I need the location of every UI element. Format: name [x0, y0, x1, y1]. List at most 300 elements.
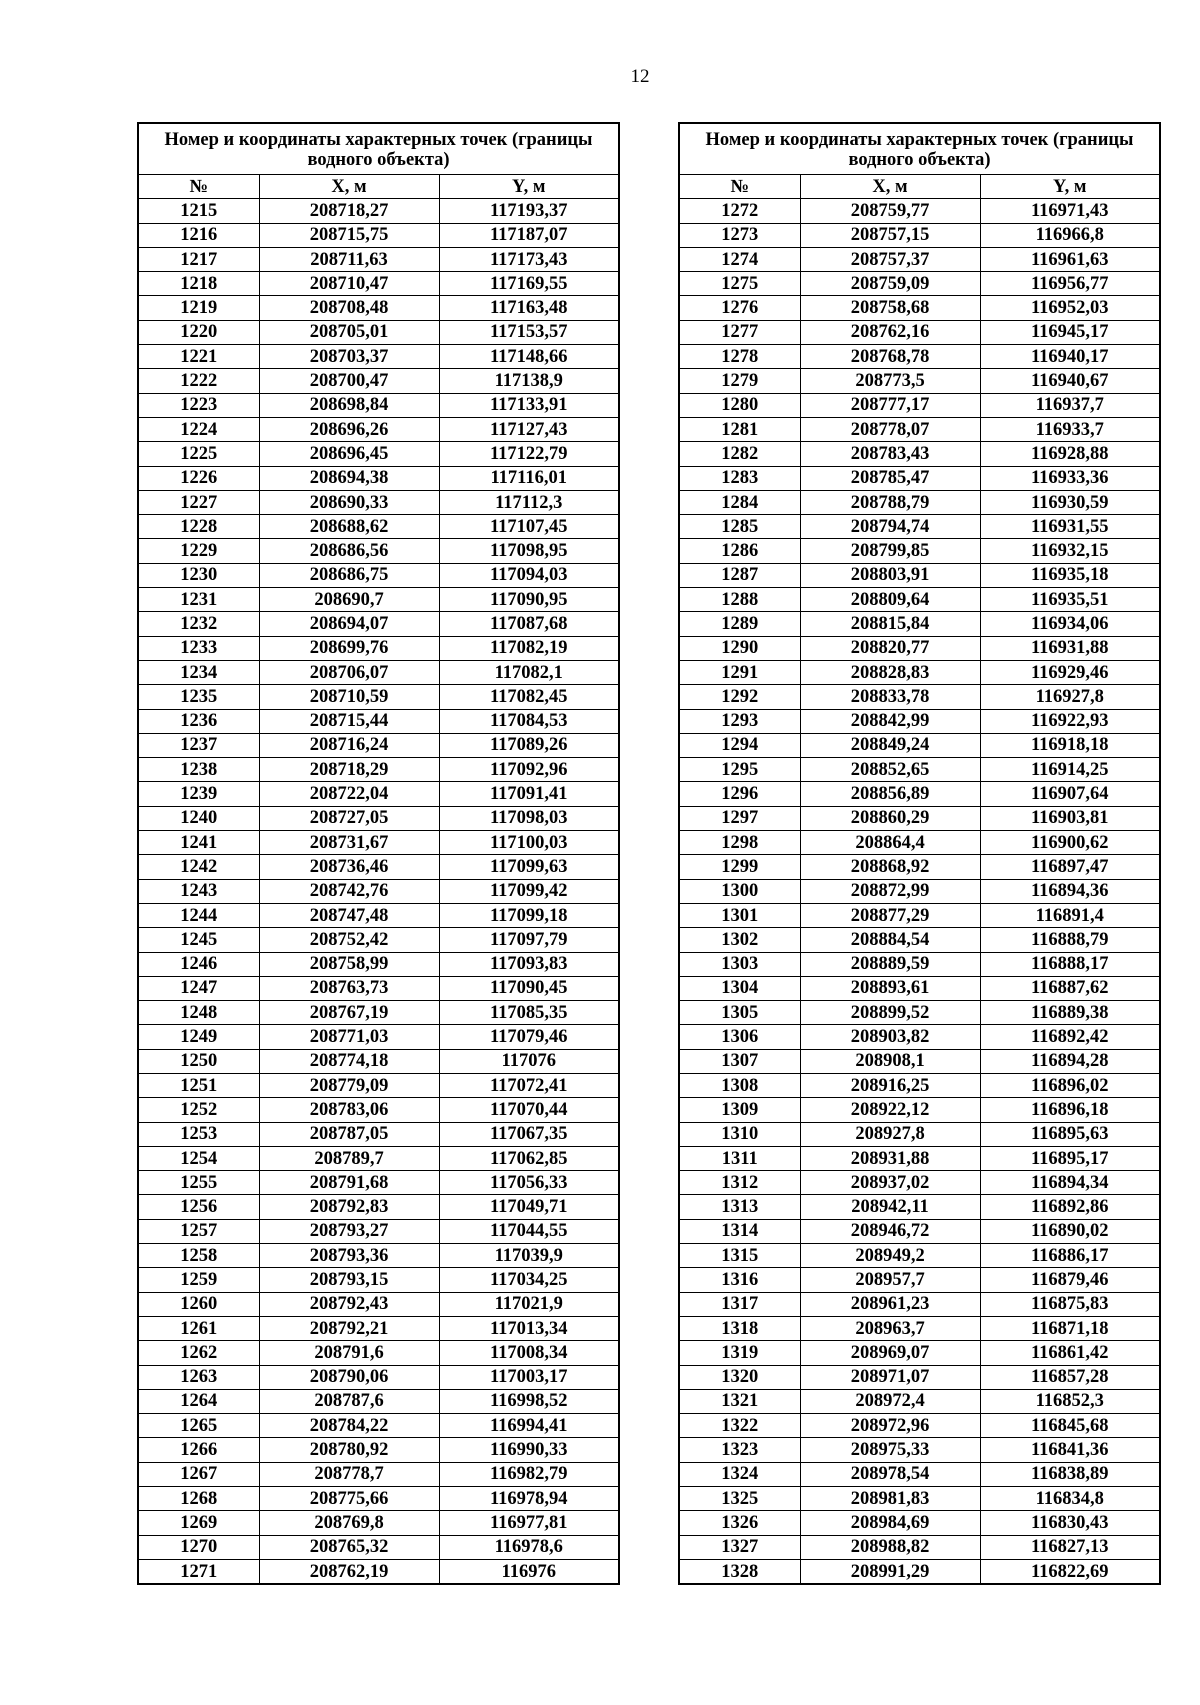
x-coordinate: 208710,59: [259, 685, 439, 709]
x-coordinate: 208765,32: [259, 1535, 439, 1559]
point-number: 1234: [138, 660, 259, 684]
x-coordinate: 208731,67: [259, 831, 439, 855]
x-coordinate: 208793,27: [259, 1219, 439, 1243]
table-caption: Номер и координаты характерных точек (границы водного объекта): [679, 123, 1160, 175]
table-row: [138, 417, 619, 441]
point-number: 1295: [679, 758, 800, 782]
x-coordinate: 208889,59: [800, 952, 980, 976]
point-number: 1304: [679, 976, 800, 1000]
table-row: [138, 855, 619, 879]
point-number: 1230: [138, 563, 259, 587]
x-coordinate: 208991,29: [800, 1559, 980, 1584]
point-number: 1224: [138, 417, 259, 441]
x-coordinate: 208696,45: [259, 442, 439, 466]
point-number: 1225: [138, 442, 259, 466]
point-number: 1253: [138, 1122, 259, 1146]
x-coordinate: 208981,83: [800, 1487, 980, 1511]
x-coordinate: 208757,37: [800, 247, 980, 271]
y-coordinate: 117091,41: [439, 782, 619, 806]
point-number: 1258: [138, 1244, 259, 1268]
table-row: [679, 1389, 1160, 1413]
y-coordinate: 117003,17: [439, 1365, 619, 1389]
y-coordinate: 116888,17: [980, 952, 1160, 976]
table-row: [679, 442, 1160, 466]
point-number: 1260: [138, 1292, 259, 1316]
y-coordinate: 117116,01: [439, 466, 619, 490]
y-coordinate: 117107,45: [439, 515, 619, 539]
y-coordinate: 116852,3: [980, 1389, 1160, 1413]
x-coordinate: 208710,47: [259, 272, 439, 296]
x-coordinate: 208773,5: [800, 369, 980, 393]
point-number: 1324: [679, 1462, 800, 1486]
x-coordinate: 208758,99: [259, 952, 439, 976]
x-coordinate: 208984,69: [800, 1511, 980, 1535]
y-coordinate: 116894,34: [980, 1171, 1160, 1195]
y-coordinate: 117122,79: [439, 442, 619, 466]
y-coordinate: 117082,45: [439, 685, 619, 709]
x-coordinate: 208916,25: [800, 1073, 980, 1097]
table-row: [138, 563, 619, 587]
point-number: 1328: [679, 1559, 800, 1584]
x-coordinate: 208703,37: [259, 345, 439, 369]
table-row: [138, 636, 619, 660]
y-coordinate: 117039,9: [439, 1244, 619, 1268]
y-coordinate: 117093,83: [439, 952, 619, 976]
y-coordinate: 117044,55: [439, 1219, 619, 1243]
table-row: [679, 1219, 1160, 1243]
table-row: [679, 490, 1160, 514]
x-coordinate: 208793,36: [259, 1244, 439, 1268]
y-coordinate: 116841,36: [980, 1438, 1160, 1462]
table-row: [679, 1098, 1160, 1122]
x-coordinate: 208762,19: [259, 1559, 439, 1584]
y-coordinate: 117100,03: [439, 831, 619, 855]
table-row: [138, 1535, 619, 1559]
y-coordinate: 116892,42: [980, 1025, 1160, 1049]
point-number: 1310: [679, 1122, 800, 1146]
x-coordinate: 208718,27: [259, 199, 439, 223]
x-coordinate: 208961,23: [800, 1292, 980, 1316]
x-coordinate: 208820,77: [800, 636, 980, 660]
x-coordinate: 208868,92: [800, 855, 980, 879]
x-coordinate: 208700,47: [259, 369, 439, 393]
table-body: [679, 199, 1160, 1584]
x-coordinate: 208877,29: [800, 903, 980, 927]
table-row: [679, 1462, 1160, 1486]
y-coordinate: 116998,52: [439, 1389, 619, 1413]
point-number: 1239: [138, 782, 259, 806]
point-number: 1257: [138, 1219, 259, 1243]
x-coordinate: 208708,48: [259, 296, 439, 320]
point-number: 1273: [679, 223, 800, 247]
y-coordinate: 117090,45: [439, 976, 619, 1000]
point-number: 1237: [138, 733, 259, 757]
y-coordinate: 116890,02: [980, 1219, 1160, 1243]
table-row: [679, 709, 1160, 733]
y-coordinate: 116935,51: [980, 588, 1160, 612]
y-coordinate: 116838,89: [980, 1462, 1160, 1486]
table-row: [679, 1268, 1160, 1292]
point-number: 1241: [138, 831, 259, 855]
y-coordinate: 117008,34: [439, 1341, 619, 1365]
table-row: [679, 1073, 1160, 1097]
table-body: [138, 199, 619, 1584]
point-number: 1317: [679, 1292, 800, 1316]
x-coordinate: 208759,77: [800, 199, 980, 223]
y-coordinate: 116927,8: [980, 685, 1160, 709]
table-row: [138, 1219, 619, 1243]
x-coordinate: 208792,21: [259, 1316, 439, 1340]
x-coordinate: 208789,7: [259, 1146, 439, 1170]
table-row: [679, 1438, 1160, 1462]
point-number: 1222: [138, 369, 259, 393]
x-coordinate: 208978,54: [800, 1462, 980, 1486]
y-coordinate: 117153,57: [439, 320, 619, 344]
x-coordinate: 208785,47: [800, 466, 980, 490]
y-coordinate: 116857,28: [980, 1365, 1160, 1389]
table-row: [138, 1195, 619, 1219]
y-coordinate: 116976: [439, 1559, 619, 1584]
table-row: [679, 612, 1160, 636]
table-row: [138, 466, 619, 490]
point-number: 1236: [138, 709, 259, 733]
table-row: [138, 879, 619, 903]
table-row: [138, 612, 619, 636]
table-row: [679, 563, 1160, 587]
point-number: 1233: [138, 636, 259, 660]
y-coordinate: 117097,79: [439, 928, 619, 952]
point-number: 1240: [138, 806, 259, 830]
x-coordinate: 208778,7: [259, 1462, 439, 1486]
table-row: [138, 199, 619, 223]
table-row: [138, 1487, 619, 1511]
point-number: 1268: [138, 1487, 259, 1511]
point-number: 1315: [679, 1244, 800, 1268]
table-row: [679, 806, 1160, 830]
point-number: 1232: [138, 612, 259, 636]
x-coordinate: 208828,83: [800, 660, 980, 684]
point-number: 1321: [679, 1389, 800, 1413]
y-coordinate: 116935,18: [980, 563, 1160, 587]
y-coordinate: 116903,81: [980, 806, 1160, 830]
y-coordinate: 117049,71: [439, 1195, 619, 1219]
y-coordinate: 116934,06: [980, 612, 1160, 636]
table-row: [679, 928, 1160, 952]
y-coordinate: 116887,62: [980, 976, 1160, 1000]
table-row: [679, 1316, 1160, 1340]
table-row: [138, 709, 619, 733]
table-row: [138, 976, 619, 1000]
table-row: [138, 1559, 619, 1584]
x-coordinate: 208694,07: [259, 612, 439, 636]
table-row: [679, 1365, 1160, 1389]
x-coordinate: 208784,22: [259, 1414, 439, 1438]
point-number: 1270: [138, 1535, 259, 1559]
y-coordinate: 117127,43: [439, 417, 619, 441]
y-coordinate: 117034,25: [439, 1268, 619, 1292]
point-number: 1238: [138, 758, 259, 782]
y-coordinate: 117094,03: [439, 563, 619, 587]
x-coordinate: 208757,15: [800, 223, 980, 247]
y-coordinate: 116889,38: [980, 1001, 1160, 1025]
point-number: 1322: [679, 1414, 800, 1438]
point-number: 1326: [679, 1511, 800, 1535]
y-coordinate: 116875,83: [980, 1292, 1160, 1316]
y-coordinate: 117187,07: [439, 223, 619, 247]
x-coordinate: 208694,38: [259, 466, 439, 490]
point-number: 1231: [138, 588, 259, 612]
point-number: 1312: [679, 1171, 800, 1195]
x-coordinate: 208758,68: [800, 296, 980, 320]
y-coordinate: 117070,44: [439, 1098, 619, 1122]
column-header-number: №: [679, 175, 800, 199]
x-coordinate: 208937,02: [800, 1171, 980, 1195]
table-row: [138, 1292, 619, 1316]
table-row: [679, 952, 1160, 976]
x-coordinate: 208949,2: [800, 1244, 980, 1268]
x-coordinate: 208852,65: [800, 758, 980, 782]
table-row: [679, 1122, 1160, 1146]
x-coordinate: 208688,62: [259, 515, 439, 539]
x-coordinate: 208815,84: [800, 612, 980, 636]
y-coordinate: 117169,55: [439, 272, 619, 296]
y-coordinate: 116994,41: [439, 1414, 619, 1438]
table-row: [679, 1341, 1160, 1365]
y-coordinate: 116891,4: [980, 903, 1160, 927]
point-number: 1248: [138, 1001, 259, 1025]
table-row: [138, 1049, 619, 1073]
x-coordinate: 208742,76: [259, 879, 439, 903]
point-number: 1249: [138, 1025, 259, 1049]
point-number: 1245: [138, 928, 259, 952]
y-coordinate: 117099,18: [439, 903, 619, 927]
x-coordinate: 208775,66: [259, 1487, 439, 1511]
y-coordinate: 116929,46: [980, 660, 1160, 684]
x-coordinate: 208790,06: [259, 1365, 439, 1389]
x-coordinate: 208716,24: [259, 733, 439, 757]
point-number: 1281: [679, 417, 800, 441]
table-row: [138, 831, 619, 855]
table-row: [679, 1535, 1160, 1559]
y-coordinate: 116845,68: [980, 1414, 1160, 1438]
x-coordinate: 208791,68: [259, 1171, 439, 1195]
x-coordinate: 208975,33: [800, 1438, 980, 1462]
point-number: 1223: [138, 393, 259, 417]
table-row: [138, 1122, 619, 1146]
y-coordinate: 117062,85: [439, 1146, 619, 1170]
table-row: [679, 466, 1160, 490]
table-row: [138, 296, 619, 320]
x-coordinate: 208791,6: [259, 1341, 439, 1365]
point-number: 1298: [679, 831, 800, 855]
point-number: 1296: [679, 782, 800, 806]
x-coordinate: 208690,7: [259, 588, 439, 612]
y-coordinate: 117173,43: [439, 247, 619, 271]
y-coordinate: 116886,17: [980, 1244, 1160, 1268]
table-row: [679, 636, 1160, 660]
x-coordinate: 208809,64: [800, 588, 980, 612]
x-coordinate: 208769,8: [259, 1511, 439, 1535]
x-coordinate: 208872,99: [800, 879, 980, 903]
table-row: [138, 952, 619, 976]
table-row: [138, 369, 619, 393]
x-coordinate: 208908,1: [800, 1049, 980, 1073]
x-coordinate: 208777,17: [800, 393, 980, 417]
point-number: 1284: [679, 490, 800, 514]
point-number: 1313: [679, 1195, 800, 1219]
point-number: 1235: [138, 685, 259, 709]
point-number: 1267: [138, 1462, 259, 1486]
point-number: 1311: [679, 1146, 800, 1170]
y-coordinate: 116930,59: [980, 490, 1160, 514]
column-header-y: Y, м: [980, 175, 1160, 199]
table-row: [138, 515, 619, 539]
table-row: [679, 903, 1160, 927]
x-coordinate: 208779,09: [259, 1073, 439, 1097]
table-row: [679, 660, 1160, 684]
y-coordinate: 116914,25: [980, 758, 1160, 782]
y-coordinate: 116888,79: [980, 928, 1160, 952]
point-number: 1287: [679, 563, 800, 587]
column-header-number: №: [138, 175, 259, 199]
y-coordinate: 116982,79: [439, 1462, 619, 1486]
table-row: [679, 758, 1160, 782]
table-row: [138, 1414, 619, 1438]
x-coordinate: 208686,56: [259, 539, 439, 563]
table-row: [138, 272, 619, 296]
table-row: [679, 223, 1160, 247]
point-number: 1263: [138, 1365, 259, 1389]
point-number: 1216: [138, 223, 259, 247]
x-coordinate: 208927,8: [800, 1122, 980, 1146]
y-coordinate: 117082,19: [439, 636, 619, 660]
point-number: 1325: [679, 1487, 800, 1511]
point-number: 1221: [138, 345, 259, 369]
x-coordinate: 208788,79: [800, 490, 980, 514]
table-row: [138, 393, 619, 417]
y-coordinate: 116933,36: [980, 466, 1160, 490]
table-row: [679, 1414, 1160, 1438]
y-coordinate: 117163,48: [439, 296, 619, 320]
x-coordinate: 208736,46: [259, 855, 439, 879]
column-header-x: X, м: [259, 175, 439, 199]
x-coordinate: 208705,01: [259, 320, 439, 344]
table-row: [679, 1195, 1160, 1219]
x-coordinate: 208778,07: [800, 417, 980, 441]
point-number: 1291: [679, 660, 800, 684]
y-coordinate: 116861,42: [980, 1341, 1160, 1365]
y-coordinate: 117072,41: [439, 1073, 619, 1097]
table-row: [679, 1244, 1160, 1268]
table-row: [679, 1025, 1160, 1049]
y-coordinate: 116990,33: [439, 1438, 619, 1462]
point-number: 1275: [679, 272, 800, 296]
y-coordinate: 116896,18: [980, 1098, 1160, 1122]
point-number: 1255: [138, 1171, 259, 1195]
point-number: 1269: [138, 1511, 259, 1535]
y-coordinate: 116879,46: [980, 1268, 1160, 1292]
x-coordinate: 208792,43: [259, 1292, 439, 1316]
y-coordinate: 117098,03: [439, 806, 619, 830]
table-row: [138, 782, 619, 806]
table-row: [138, 490, 619, 514]
x-coordinate: 208727,05: [259, 806, 439, 830]
point-number: 1251: [138, 1073, 259, 1097]
coordinates-table-right: [678, 122, 1161, 1585]
y-coordinate: 116945,17: [980, 320, 1160, 344]
y-coordinate: 116894,28: [980, 1049, 1160, 1073]
table-row: [679, 879, 1160, 903]
x-coordinate: 208722,04: [259, 782, 439, 806]
x-coordinate: 208787,6: [259, 1389, 439, 1413]
x-coordinate: 208793,15: [259, 1268, 439, 1292]
y-coordinate: 116871,18: [980, 1316, 1160, 1340]
table-row: [679, 393, 1160, 417]
y-coordinate: 117133,91: [439, 393, 619, 417]
table-row: [679, 831, 1160, 855]
y-coordinate: 116978,94: [439, 1487, 619, 1511]
table-row: [138, 733, 619, 757]
point-number: 1272: [679, 199, 800, 223]
point-number: 1217: [138, 247, 259, 271]
x-coordinate: 208686,75: [259, 563, 439, 587]
x-coordinate: 208747,48: [259, 903, 439, 927]
table-row: [679, 733, 1160, 757]
table-row: [679, 539, 1160, 563]
x-coordinate: 208763,73: [259, 976, 439, 1000]
point-number: 1265: [138, 1414, 259, 1438]
y-coordinate: 116922,93: [980, 709, 1160, 733]
point-number: 1302: [679, 928, 800, 952]
y-coordinate: 116834,8: [980, 1487, 1160, 1511]
y-coordinate: 116830,43: [980, 1511, 1160, 1535]
point-number: 1294: [679, 733, 800, 757]
x-coordinate: 208792,83: [259, 1195, 439, 1219]
table-row: [138, 1389, 619, 1413]
y-coordinate: 116931,88: [980, 636, 1160, 660]
point-number: 1254: [138, 1146, 259, 1170]
table-row: [679, 1146, 1160, 1170]
x-coordinate: 208988,82: [800, 1535, 980, 1559]
y-coordinate: 117021,9: [439, 1292, 619, 1316]
point-number: 1261: [138, 1316, 259, 1340]
y-coordinate: 117148,66: [439, 345, 619, 369]
point-number: 1300: [679, 879, 800, 903]
table-row: [138, 1268, 619, 1292]
y-coordinate: 117090,95: [439, 588, 619, 612]
y-coordinate: 116918,18: [980, 733, 1160, 757]
point-number: 1289: [679, 612, 800, 636]
table-caption: Номер и координаты характерных точек (границы водного объекта): [138, 123, 619, 175]
x-coordinate: 208794,74: [800, 515, 980, 539]
point-number: 1323: [679, 1438, 800, 1462]
table-row: [679, 1559, 1160, 1584]
x-coordinate: 208799,85: [800, 539, 980, 563]
table-row: [679, 199, 1160, 223]
table-row: [138, 685, 619, 709]
table-row: [679, 588, 1160, 612]
x-coordinate: 208864,4: [800, 831, 980, 855]
table-row: [138, 758, 619, 782]
y-coordinate: 116928,88: [980, 442, 1160, 466]
table-row: [138, 1438, 619, 1462]
x-coordinate: 208759,09: [800, 272, 980, 296]
y-coordinate: 117089,26: [439, 733, 619, 757]
table-row: [138, 1025, 619, 1049]
table-row: [679, 1292, 1160, 1316]
x-coordinate: 208969,07: [800, 1341, 980, 1365]
y-coordinate: 116952,03: [980, 296, 1160, 320]
